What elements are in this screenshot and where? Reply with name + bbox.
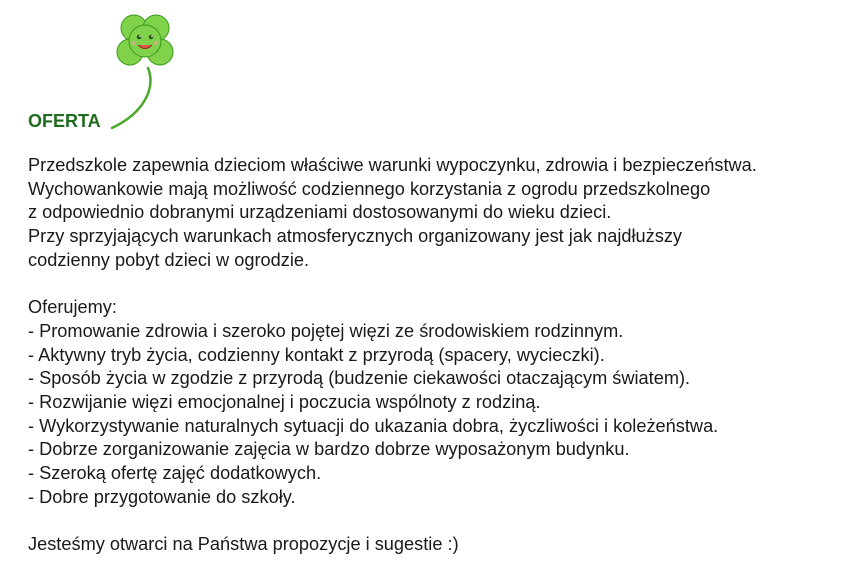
- intro-line: z odpowiednio dobranymi urządzeniami dostosowanymi do wieku dzieci.: [28, 202, 612, 223]
- list-item: - Sposób życia w zgodzie z przyrodą (budzenie ciekawości otaczającym światem).: [28, 368, 691, 389]
- spacer: [28, 510, 843, 534]
- offer-content: [28, 154, 843, 557]
- spacer: [28, 273, 843, 297]
- offer-list: [28, 320, 843, 510]
- offer-title: Oferujemy:: [28, 297, 117, 318]
- intro-line: Przy sprzyjających warunkach atmosferycznych organizowany jest jak najdłuższy: [28, 226, 683, 247]
- intro-paragraph: [28, 154, 843, 273]
- intro-line: Wychowankowie mają możliwość codziennego korzystania z ogrodu przedszkolnego: [28, 178, 711, 199]
- page-title: OFERTA: [28, 111, 101, 131]
- list-item: - Aktywny tryb życia, codzienny kontakt z przyrodą (spacery, wycieczki).: [28, 344, 605, 365]
- intro-line: Przedszkole zapewnia dzieciom właściwe warunki wypoczynku, zdrowia i bezpieczeństwa.: [28, 155, 757, 175]
- list-item: - Dobrze zorganizowanie zajęcia w bardzo dobrze wyposażonym budynku.: [28, 439, 630, 460]
- list-item: - Rozwijanie więzi emocjonalnej i poczucia wspólnoty z rodziną.: [28, 392, 541, 413]
- clover-mascot-icon: [104, 8, 184, 133]
- list-item: - Promowanie zdrowia i szeroko pojętej więzi ze środowiskiem rodzinnym.: [28, 320, 624, 341]
- intro-line: codzienny pobyt dzieci w ogrodzie.: [28, 249, 310, 270]
- list-item: - Dobre przygotowanie do szkoły.: [28, 486, 296, 507]
- closing-text: Jesteśmy otwarci na Państwa propozycje i sugestie :): [28, 534, 459, 555]
- list-item: - Szeroką ofertę zajęć dodatkowych.: [28, 463, 322, 484]
- list-item: - Wykorzystywanie naturalnych sytuacji do ukazania dobra, życzliwości i koleżeństwa.: [28, 415, 719, 436]
